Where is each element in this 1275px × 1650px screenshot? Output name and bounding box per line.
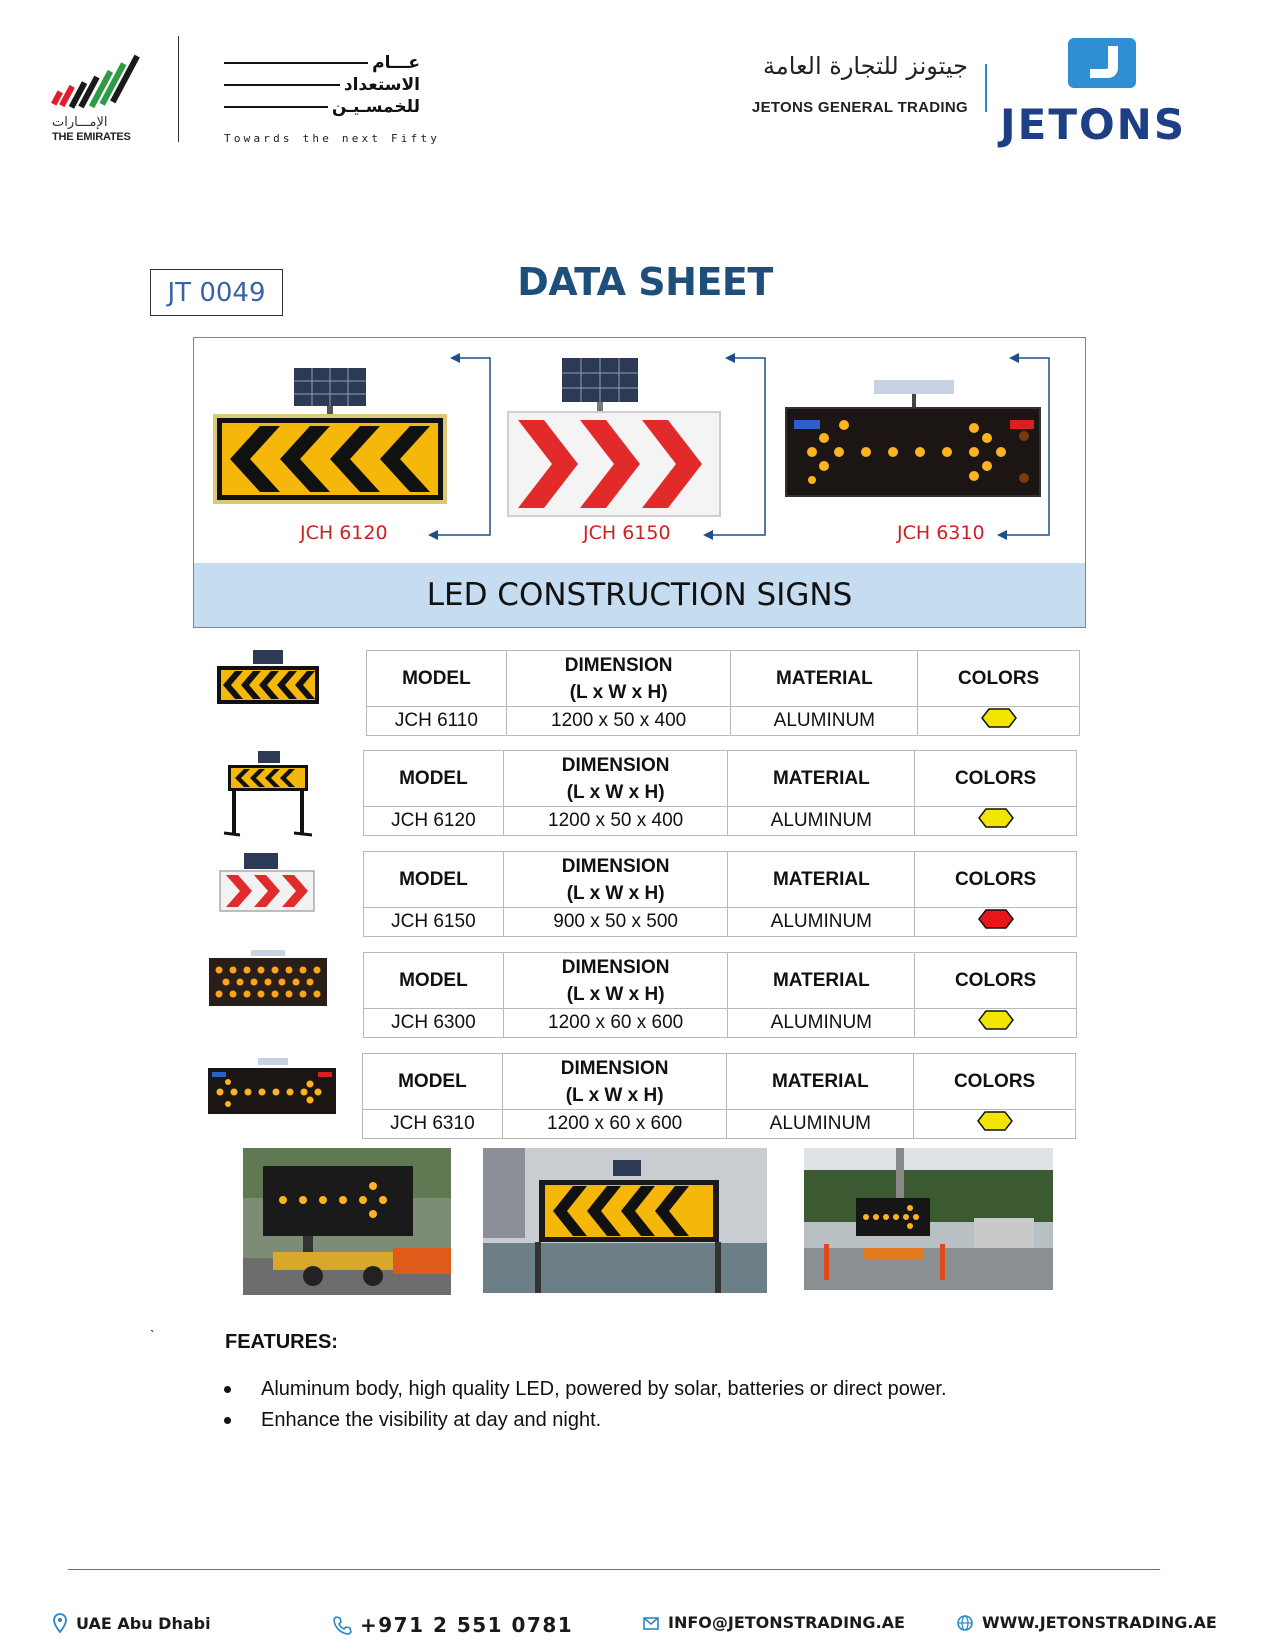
cell-color: [915, 807, 1077, 836]
brand-divider: [985, 64, 987, 112]
cell-model: JCH 6120: [364, 807, 504, 836]
cell-color: [915, 908, 1077, 937]
spec-table-jch6300: [363, 952, 1077, 1038]
footer-location: [52, 1613, 211, 1633]
header-dimension: DIMENSION (L x W x H): [503, 953, 728, 1009]
cell-model: JCH 6110: [367, 707, 507, 736]
header-material: MATERIAL: [728, 751, 915, 807]
spec-table-jch6310: [362, 1053, 1076, 1139]
cell-color: [918, 707, 1080, 736]
photo-arrow-board-street: [804, 1148, 1053, 1290]
cell-material: ALUMINUM: [727, 1110, 914, 1139]
uae-logo-caption-ar: الإمـــارات: [52, 115, 108, 130]
footer-website-text[interactable]: WWW.JETONSTRADING.AE: [982, 1613, 1217, 1632]
header-divider: [178, 36, 179, 142]
thumb-jch6120: [222, 751, 314, 837]
page-title: DATA SHEET: [517, 260, 773, 304]
header-model: MODEL: [364, 751, 504, 807]
color-swatch-red: [978, 909, 1014, 929]
thumb-jch6310: [206, 1058, 338, 1116]
document-code: JT 0049: [150, 269, 283, 316]
footer-email[interactable]: [642, 1613, 905, 1632]
features-heading: FEATURES:: [225, 1331, 338, 1353]
location-pin-icon: [52, 1613, 68, 1633]
cell-dimension: 1200 x 50 x 400: [506, 707, 731, 736]
footer-email-text[interactable]: INFO@JETONSTRADING.AE: [668, 1613, 905, 1632]
photo-chevron-sign-roadside: [483, 1148, 767, 1293]
fifty-line-1: عـــام: [372, 53, 420, 73]
hero-label-jch6310: JCH 6310: [897, 522, 985, 544]
fifty-tagline: Towards the next Fifty: [224, 132, 441, 145]
footer-phone-text[interactable]: +971 2 551 0781: [360, 1613, 574, 1637]
color-swatch-yellow: [981, 708, 1017, 728]
cell-material: ALUMINUM: [728, 807, 915, 836]
cell-dimension: 900 x 50 x 500: [503, 908, 728, 937]
phone-icon: [332, 1615, 352, 1635]
fifty-line-2: الاستعداد: [343, 75, 420, 95]
uae-logo-caption-en: THE EMIRATES: [52, 131, 131, 143]
j-letter-icon: [1068, 38, 1136, 88]
photo-trailer-arrow-board: [243, 1148, 451, 1295]
year-of-fifty-logo: [224, 52, 420, 118]
color-swatch-yellow: [978, 1010, 1014, 1030]
header-model: MODEL: [363, 1054, 503, 1110]
spec-table-jch6120: [363, 750, 1077, 836]
cell-dimension: 1200 x 60 x 600: [503, 1009, 728, 1038]
header-material: MATERIAL: [727, 1054, 914, 1110]
hero-banner: LED CONSTRUCTION SIGNS: [194, 563, 1085, 627]
header-colors: COLORS: [914, 1054, 1076, 1110]
spec-table-jch6110: [366, 650, 1080, 736]
header-material: MATERIAL: [728, 953, 915, 1009]
cell-model: JCH 6300: [364, 1009, 504, 1038]
cell-model: JCH 6150: [364, 908, 504, 937]
cell-material: ALUMINUM: [728, 908, 915, 937]
thumb-jch6150: [218, 853, 316, 913]
cell-dimension: 1200 x 60 x 600: [502, 1110, 727, 1139]
bullet-icon: [224, 1417, 231, 1424]
header-colors: COLORS: [915, 852, 1077, 908]
footer-rule: [68, 1569, 1160, 1570]
cell-model: JCH 6310: [363, 1110, 503, 1139]
thumb-jch6300: [207, 950, 329, 1008]
cell-material: ALUMINUM: [731, 707, 918, 736]
header-dimension: DIMENSION (L x W x H): [503, 852, 728, 908]
hero-panel: [193, 337, 1086, 628]
company-name-ar: جيتونز للتجارة العامة: [763, 52, 968, 80]
header-dimension: DIMENSION (L x W x H): [506, 651, 731, 707]
footer-phone[interactable]: [332, 1613, 573, 1637]
cell-color: [915, 1009, 1077, 1038]
company-name-en: JETONS GENERAL TRADING: [751, 99, 968, 116]
color-swatch-yellow: [977, 1111, 1013, 1131]
bullet-icon: [224, 1386, 231, 1393]
header-dimension: DIMENSION (L x W x H): [502, 1054, 727, 1110]
stray-mark: `: [150, 1327, 155, 1343]
footer-website[interactable]: [956, 1613, 1217, 1632]
header-model: MODEL: [364, 852, 504, 908]
globe-icon: [956, 1614, 974, 1632]
header-material: MATERIAL: [728, 852, 915, 908]
cell-material: ALUMINUM: [728, 1009, 915, 1038]
cell-color: [914, 1110, 1076, 1139]
header-colors: COLORS: [915, 751, 1077, 807]
header-colors: COLORS: [918, 651, 1080, 707]
cell-dimension: 1200 x 50 x 400: [503, 807, 728, 836]
thumb-jch6110: [215, 650, 321, 706]
header-material: MATERIAL: [731, 651, 918, 707]
header-colors: COLORS: [915, 953, 1077, 1009]
header-model: MODEL: [364, 953, 504, 1009]
spec-table-jch6150: [363, 851, 1077, 937]
hero-label-jch6120: JCH 6120: [300, 522, 388, 544]
color-swatch-yellow: [978, 808, 1014, 828]
feature-item: Aluminum body, high quality LED, powered by solar, batteries or direct power.: [224, 1378, 947, 1401]
header-dimension: DIMENSION (L x W x H): [503, 751, 728, 807]
fifty-line-3: للخمسـيـن: [331, 97, 420, 117]
email-icon: [642, 1614, 660, 1632]
footer-location-text: UAE Abu Dhabi: [76, 1613, 211, 1633]
jetons-wordmark: JETONS: [1000, 100, 1187, 149]
hero-label-jch6150: JCH 6150: [583, 522, 671, 544]
jetons-logo-mark: [1068, 38, 1136, 88]
feature-item: Enhance the visibility at day and night.: [224, 1409, 601, 1432]
header-model: MODEL: [367, 651, 507, 707]
